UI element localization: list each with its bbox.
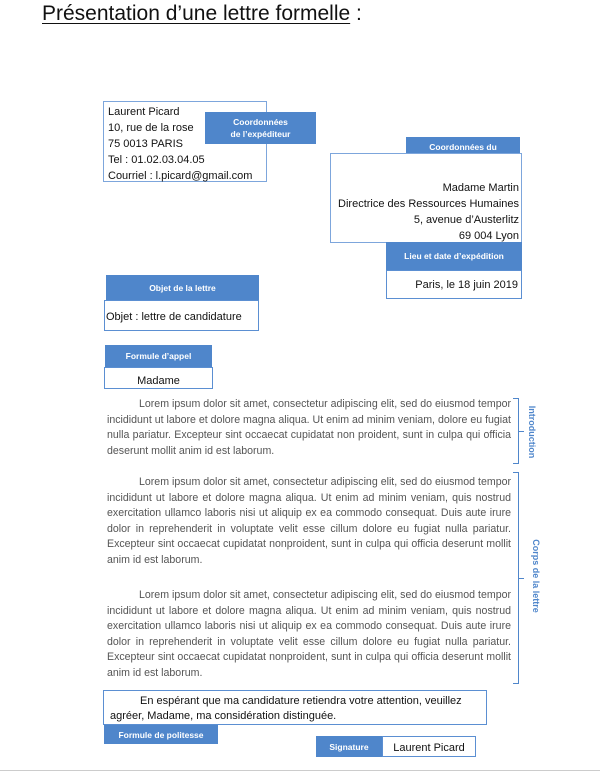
closing-box bbox=[103, 690, 487, 725]
place-date-value: Paris, le 18 juin 2019 bbox=[415, 279, 518, 291]
body-paragraph-2 bbox=[107, 475, 511, 568]
salutation-value: Madame bbox=[137, 375, 180, 387]
sender-street: 10, rue de la rose bbox=[108, 122, 194, 134]
subject-value: Objet : lettre de candidature bbox=[106, 311, 242, 323]
intro-bracket bbox=[513, 398, 519, 464]
sender-name: Laurent Picard bbox=[108, 106, 180, 118]
sender-city: 75 0013 PARIS bbox=[108, 138, 184, 150]
signature-box bbox=[382, 736, 476, 757]
closing-tag: Formule de politesse bbox=[104, 725, 218, 744]
body-label: Corps de la lettre bbox=[531, 539, 541, 613]
sender-tag-line1: Coordonnées bbox=[233, 117, 288, 127]
intro-label: Introduction bbox=[527, 405, 537, 459]
subject-tag: Objet de la lettre bbox=[106, 275, 259, 300]
page-divider bbox=[0, 770, 600, 771]
page-title-text: Présentation d’une lettre formelle bbox=[42, 2, 351, 25]
place-date-box bbox=[386, 270, 522, 299]
body-text-3: Lorem ipsum dolor sit amet, consectetur adipiscing elit, sed do eiusmod tempor incididunt ut labore et dolore magna aliqua. Ut enim ad minim veniam, quis nostrud exercitation ullamco laboris nisi ut aliquip ex ea commodo consequat. Duis aute irure dolor in reprehenderit in voluptate velit esse cillum dolore eu fugiat nulla pariatur. Excepteur sint occaecat cupidatat nonproident, sunt in culpa qui officia deserunt mollit anim id est laborum. bbox=[107, 589, 511, 679]
sender-tag bbox=[205, 112, 316, 144]
recipient-street: 5, avenue d’Austerlitz bbox=[413, 214, 519, 226]
page-title bbox=[42, 2, 362, 26]
sender-phone: Tel : 01.02.03.04.05 bbox=[108, 154, 205, 166]
intro-text: Lorem ipsum dolor sit amet, consectetur adipiscing elit, sed do eiusmod tempor incididunt ut labore et dolore magna aliqua. Ut enim ad minim veniam, dolore eu fugiat nulla pariatur. Excepteur sint occaecat cupidatat non proident, sunt in culpa qui officia deserunt mollit anim id est laborum. bbox=[107, 398, 511, 457]
sender-email: Courriel : l.picard@gmail.com bbox=[108, 170, 253, 182]
recipient-box bbox=[330, 153, 522, 243]
closing-text: En espérant que ma candidature retiendra votre attention, veuillez agréer, Madame, ma considération distinguée. bbox=[110, 695, 462, 722]
signature-tag: Signature bbox=[316, 736, 382, 757]
subject-box bbox=[104, 300, 259, 331]
intro-paragraph bbox=[107, 397, 511, 459]
body-paragraph-3 bbox=[107, 588, 511, 681]
body-text-2: Lorem ipsum dolor sit amet, consectetur adipiscing elit, sed do eiusmod tempor incididunt ut labore et dolore magna aliqua. Ut enim ad minim veniam, quis nostrud exercitation ullamco laboris nisi ut aliquip ex ea commodo consequat. Duis aute irure dolor in reprehenderit in voluptate velit esse cillum dolore eu fugiat nulla pariatur. Excepteur sint occaecat cupidatat nonproident, sunt in culpa qui officia deserunt mollit anim id est laborum. bbox=[107, 476, 511, 566]
salutation-box bbox=[104, 367, 213, 389]
place-date-tag: Lieu et date d’expédition bbox=[386, 242, 522, 270]
recipient-name: Madame Martin bbox=[442, 182, 519, 194]
recipient-tag-line1: Coordonnées du bbox=[429, 142, 497, 152]
signature-value: Laurent Picard bbox=[393, 742, 465, 754]
sender-tag-line2: de l’expéditeur bbox=[230, 129, 291, 139]
salutation-tag: Formule d’appel bbox=[105, 345, 212, 367]
recipient-role: Directrice des Ressources Humaines bbox=[338, 198, 519, 210]
body-bracket bbox=[513, 472, 519, 684]
page-title-colon: : bbox=[350, 2, 362, 25]
recipient-city: 69 004 Lyon bbox=[458, 230, 519, 242]
